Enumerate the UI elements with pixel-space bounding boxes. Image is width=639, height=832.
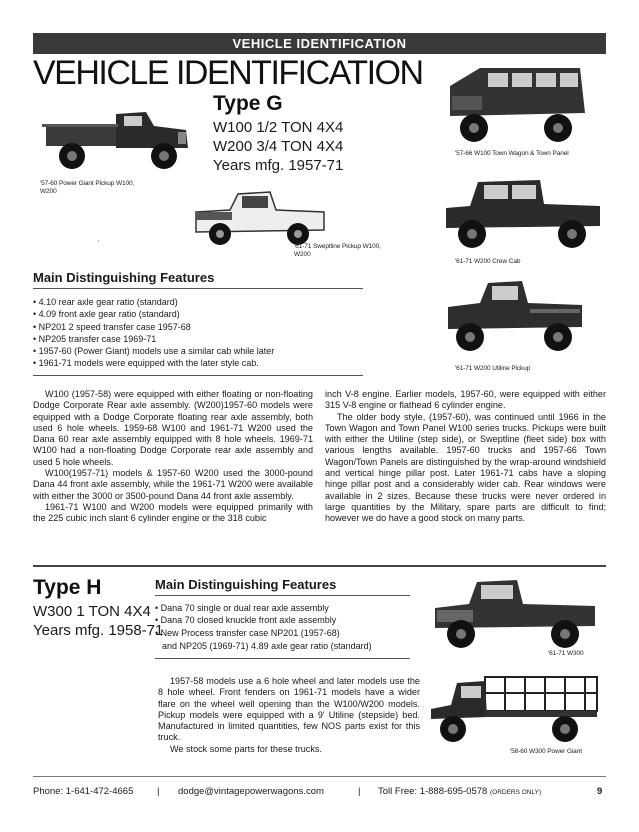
utiline-pickup-photo [440,273,590,358]
footer-separator: | [358,786,361,797]
stray-mark: ' [98,240,100,247]
feature-item: • Dana 70 closed knuckle front axle assembly [155,614,340,626]
w300-power-giant-caption: '58-60 W300 Power Giant [510,748,582,755]
crew-cab-caption: '61-71 W200 Crew Cab [455,258,521,265]
utiline-caption: '61-71 W200 Utiline Pickup [455,365,531,372]
w300-power-giant-photo [425,665,605,745]
type-h-features-rule [155,595,410,596]
page-number: 9 [597,786,603,797]
feature-item: • 4.09 front axle gear ratio (standard) [33,308,274,320]
type-g-body-right [325,389,606,525]
body-paragraph: The older body style, (1957-60), was continued until 1966 in the Town Wagon and Town Panel W100 series trucks. Pickups were built with either the Utiline (step side), or Sweptline (fleet side) box with various lengths available. 1957-60 trucks and 1957-66 Town Wagon/Town Panels are distinguished by the wrap-around windshield and vertical hinge pillar post. Later 1961-71 cabs have a sloping hinge pillar post and a considerably wider cab. Rear windows were available in 2 sizes. Because these trucks were never ordered in large quantities by the Military, spare parts are difficult to find; however we do have a good stock on many parts. [325,411,606,524]
footer-orders-only: (ORDERS ONLY) [489,789,542,796]
body-paragraph: inch V-8 engine. Earlier models, 1957-60, were equipped with either 315 V-8 engine or flathead 6 cylinder engine. [325,389,606,411]
body-paragraph: W100 (1957-58) were equipped with either floating or non-floating Dodge Corporate Rear axle assembly. (W200)1957-60 models were equipped with a Dodge Corporate floating rear axle assembly, both used 6 hole wheels. 1959-68 W100 and 1961-71 W200 used the Dana 60 rear axle assembly equipped with 8 hole wheels. 1969-71 W100 had a non-floating Dodge Corporate rear axle assembly and used 5 hole wheels. [33,389,313,467]
page-title: VEHICLE IDENTIFICATION [33,54,423,92]
body-paragraph: 1961-71 W100 and W200 models were equipped primarily with the 225 cubic inch slant 6 cylinder engine or the 318 cubic [33,501,313,524]
footer-phone: Phone: 1-641-472-4665 [33,786,134,797]
type-h-body [158,676,420,755]
type-h-features-bottom-rule [155,658,410,659]
feature-item: • New Process transfer case NP201 (1957-68) [155,627,340,639]
feature-item: • 1961-71 models were equipped with the later style cab. [33,357,274,369]
footer-separator: | [157,786,160,797]
type-g-body-left [33,389,313,525]
type-g-features-bottom-rule [33,375,363,376]
body-paragraph: 1957-58 models use a 6 hole wheel and later models use the 8 hole wheel. Front fenders on 1961-71 models have a wider flare on the wheel well opening than the W100/W200 models. Pickup models were equipped with a 9' Utiline (stepside) bed. Manufactured in limited quantities, few NOS parts exist for this truck. [158,676,420,743]
feature-item: • Dana 70 single or dual rear axle assembly [155,602,340,614]
type-g-spec: W200 3/4 TON 4X4 [213,138,344,155]
type-g-spec: Years mfg. 1957-71 [213,157,344,174]
body-paragraph: W100(1957-71) models & 1957-60 W200 used the 3000-pound Dana 44 front axle assembly, while the 1961-71 W200 were available with either the 3000 or 3500-pound Dana 44 front axle assembly. [33,468,313,501]
footer-rule [33,776,606,777]
feature-item-continued: and NP205 (1969-71) 4.89 axle gear ratio (standard) [162,641,372,651]
type-g-features-heading: Main Distinguishing Features [33,270,215,285]
town-wagon-photo [440,58,590,148]
w300-photo [425,572,605,650]
footer-tollfree [378,786,541,797]
type-h-title: Type H [33,576,102,599]
type-h-features-list [155,602,340,639]
type-g-spec: W100 1/2 TON 4X4 [213,119,344,136]
crew-cab-photo [440,168,605,253]
sweptline-pickup-photo [190,182,330,250]
power-giant-caption: '57-60 Power Giant Pickup W100, W200 [40,180,135,195]
type-h-specs [33,602,163,640]
town-wagon-caption: '57-66 W100 Town Wagon & Town Panel [455,150,569,157]
type-g-features-list [33,296,274,370]
footer-email: dodge@vintagepowerwagons.com [178,786,324,797]
header-banner: VEHICLE IDENTIFICATION [33,33,606,54]
body-paragraph: We stock some parts for these trucks. [170,743,322,754]
type-g-specs [213,118,343,175]
type-h-features-heading: Main Distinguishing Features [155,577,337,592]
type-h-spec: W300 1 TON 4X4 [33,603,151,620]
feature-item: • 4.10 rear axle gear ratio (standard) [33,296,274,308]
type-g-features-rule [33,288,363,289]
feature-item: • NP201 2 speed transfer case 1957-68 [33,321,274,333]
type-h-spec: Years mfg. 1958-71 [33,622,164,639]
feature-item: • 1957-60 (Power Giant) models use a similar cab while later [33,345,274,357]
type-g-title: Type G [213,92,283,115]
section-divider [33,565,606,567]
power-giant-pickup-photo [38,96,193,176]
feature-item: • NP205 transfer case 1969-71 [33,333,274,345]
footer-tollfree-number: Toll Free: 1-888-695-0578 [378,786,488,797]
w300-caption: '61-71 W300 [548,650,584,657]
sweptline-caption: '61-71 Sweptline Pickup W100, W200 [294,243,381,258]
